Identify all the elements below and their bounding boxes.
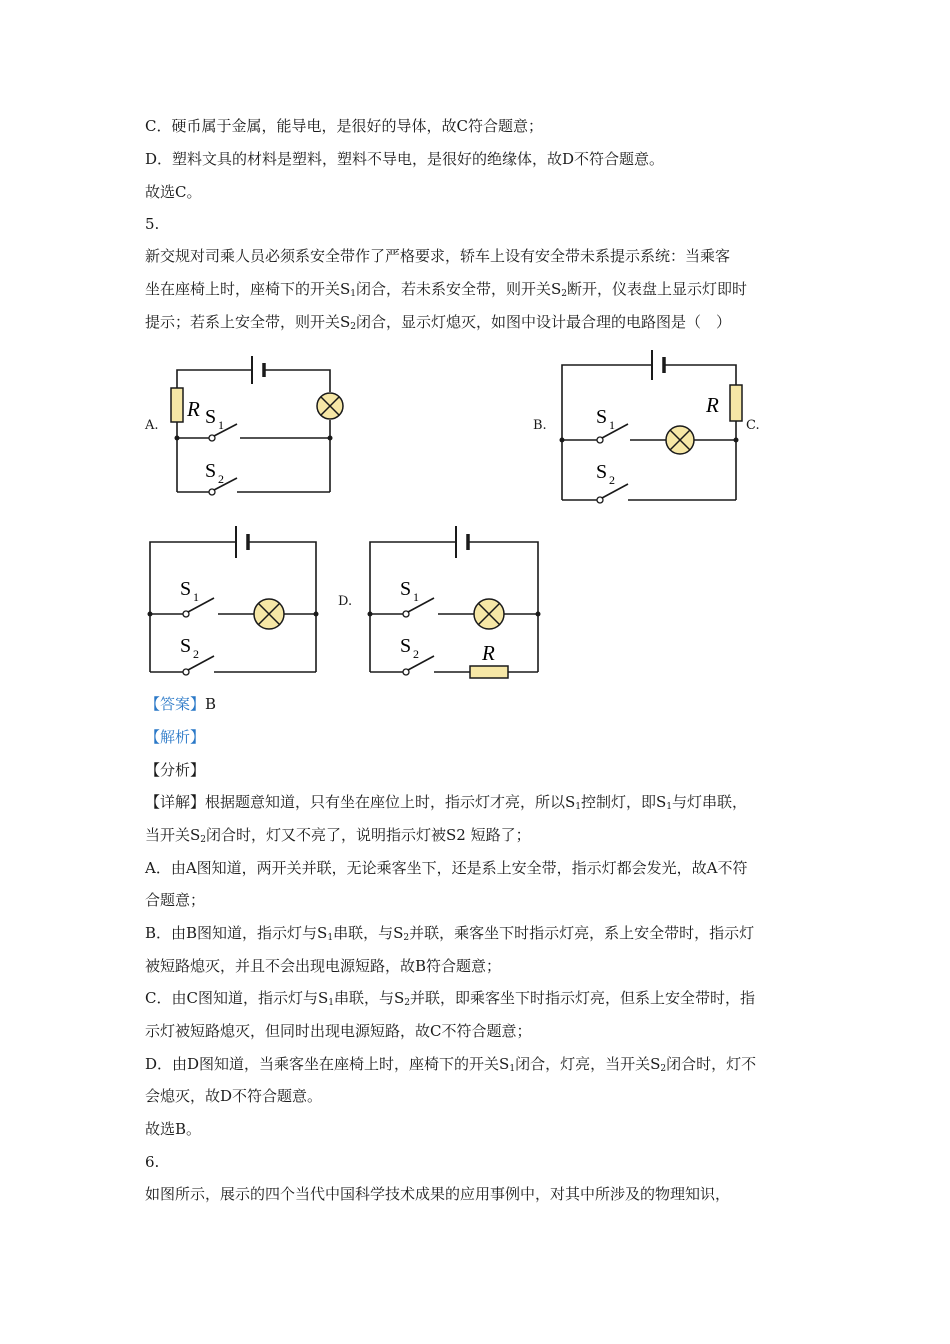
svg-text:2: 2 <box>193 647 199 661</box>
question-5-line-1: 新交规对司乘人员必须系安全带作了严格要求，轿车上设有安全带未系提示系统：当乘客 <box>145 247 731 265</box>
analysis-label: 【解析】 <box>145 728 206 746</box>
fenxi-label: 【分析】 <box>145 761 206 779</box>
resistor <box>171 388 183 422</box>
resistor <box>470 666 508 678</box>
circuit-b <box>550 340 750 505</box>
svg-text:2: 2 <box>218 472 224 486</box>
question-5-line-2: 坐在座椅上时，座椅下的开关$S_1$闭合，若未系安全带，则开关$S_2$断开，仪表盘上显示灯即时 <box>145 280 748 299</box>
svg-text:S: S <box>400 578 412 600</box>
circuit-a <box>165 350 345 500</box>
option-b-explain-1: B．由B图知道，指示灯与$S_1$串联，与$S_2$并联，乘客坐下时指示灯亮，系上安全带时，指示灯 <box>145 924 755 943</box>
svg-text:R: R <box>187 397 200 421</box>
option-d-explain-1: D．由D图知道，当乘客坐在座椅上时，座椅下的开关$S_1$闭合，灯亮，当开关$S_2$闭合时，灯不 <box>145 1055 757 1074</box>
option-b-explain-2: 被短路熄灭，并且不会出现电源短路，故B符合题意； <box>145 957 502 975</box>
detail-line-1: 【详解】根据题意知道，只有坐在座位上时，指示灯才亮，所以$S_1$控制灯，即$S_1$与灯串联， <box>145 793 748 812</box>
option-a-explain-2: 合题意； <box>145 891 206 909</box>
option-d-label: D. <box>338 594 353 609</box>
detail-line-2: 当开关$S_2$闭合时，灯又不亮了，说明指示灯被S2 短路了； <box>145 826 531 845</box>
resistor <box>730 385 742 421</box>
svg-text:S: S <box>205 460 217 482</box>
line-c-coin: C．硬币属于金属，能导电，是很好的导体，故C符合题意； <box>145 117 543 135</box>
svg-text:R: R <box>482 641 495 665</box>
question-5-line-3: 提示；若系上安全带，则开关$S_2$闭合，显示灯熄灭，如图中设计最合理的电路图是（ ） <box>145 313 732 332</box>
lamp-icon <box>666 426 694 454</box>
option-c-label: C. <box>746 418 760 433</box>
svg-text:S: S <box>205 406 217 428</box>
answer <box>145 693 815 715</box>
svg-text:S: S <box>180 635 192 657</box>
option-a-label: A. <box>145 418 159 433</box>
lamp-icon <box>317 393 343 419</box>
svg-text:2: 2 <box>609 473 615 487</box>
option-c-explain-2: 示灯被短路熄灭，但同时出现电源短路，故C不符合题意； <box>145 1022 532 1040</box>
svg-text:1: 1 <box>413 590 419 604</box>
option-a-explain-1: A．由A图知道，两开关并联，无论乘客坐下，还是系上安全带，指示灯都会发光，故A不符 <box>145 859 748 877</box>
svg-text:S: S <box>180 578 192 600</box>
svg-text:2: 2 <box>413 647 419 661</box>
circuit-d <box>358 520 548 685</box>
circuit-c <box>138 520 328 680</box>
option-c-explain-1: C．由C图知道，指示灯与$S_1$串联，与$S_2$并联，即乘客坐下时指示灯亮，但系上安全带时，指 <box>145 989 755 1008</box>
answer-value: B <box>205 695 217 713</box>
line-d-plastic: D．塑料文具的材料是塑料，塑料不导电，是很好的绝缘体，故D不符合题意。 <box>145 150 665 168</box>
option-d-explain-2: 会熄灭，故D不符合题意。 <box>145 1087 323 1105</box>
svg-text:S: S <box>400 635 412 657</box>
svg-text:S: S <box>596 461 608 483</box>
question-6-line-1: 如图所示，展示的四个当代中国科学技术成果的应用事例中，对其中所涉及的物理知识， <box>145 1185 731 1203</box>
question-6-number: 6. <box>145 1153 160 1171</box>
lamp-icon <box>474 599 504 629</box>
svg-text:R: R <box>706 393 719 417</box>
line-choose-c: 故选C。 <box>145 183 202 201</box>
answer-label: 【答案】 <box>145 695 206 713</box>
option-b-label: B. <box>533 418 547 433</box>
svg-text:1: 1 <box>609 418 615 432</box>
svg-text:S: S <box>596 406 608 428</box>
svg-text:1: 1 <box>193 590 199 604</box>
question-5-number: 5. <box>145 215 160 233</box>
lamp-icon <box>254 599 284 629</box>
svg-text:1: 1 <box>218 418 224 432</box>
conclusion: 故选B。 <box>145 1120 202 1138</box>
